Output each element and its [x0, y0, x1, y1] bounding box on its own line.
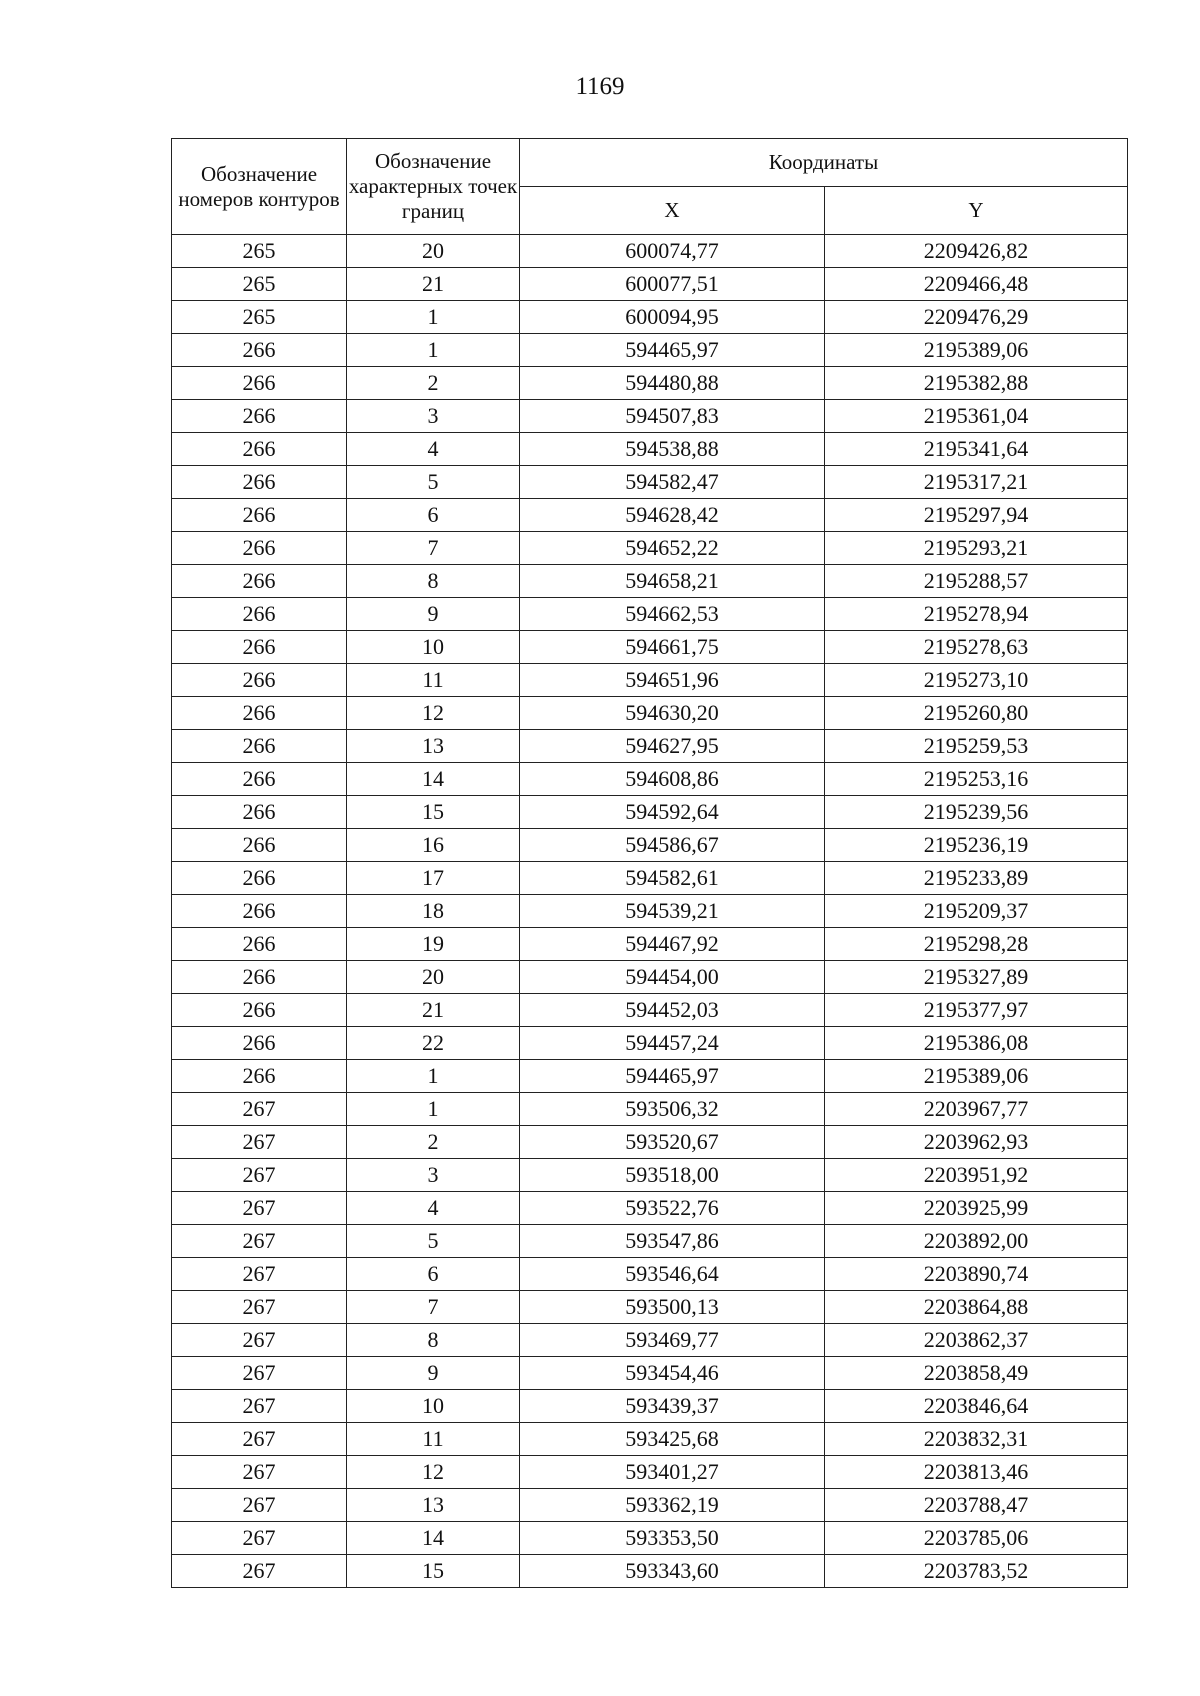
cell-point: 7	[347, 532, 520, 565]
table-row	[172, 1390, 1128, 1423]
cell-point: 15	[347, 796, 520, 829]
cell-contour: 266	[172, 697, 347, 730]
cell-y: 2209426,82	[825, 235, 1128, 268]
cell-x: 594608,86	[520, 763, 825, 796]
cell-contour: 266	[172, 433, 347, 466]
cell-x: 593469,77	[520, 1324, 825, 1357]
table-row	[172, 829, 1128, 862]
table-row	[172, 1489, 1128, 1522]
cell-y: 2195278,94	[825, 598, 1128, 631]
cell-x: 593518,00	[520, 1159, 825, 1192]
cell-contour: 266	[172, 730, 347, 763]
table-row	[172, 895, 1128, 928]
cell-x: 593547,86	[520, 1225, 825, 1258]
cell-x: 594662,53	[520, 598, 825, 631]
header-x: X	[520, 187, 825, 235]
cell-x: 594661,75	[520, 631, 825, 664]
cell-contour: 266	[172, 796, 347, 829]
cell-contour: 266	[172, 466, 347, 499]
cell-point: 1	[347, 334, 520, 367]
cell-point: 22	[347, 1027, 520, 1060]
cell-contour: 266	[172, 928, 347, 961]
cell-x: 594454,00	[520, 961, 825, 994]
cell-contour: 266	[172, 367, 347, 400]
cell-contour: 267	[172, 1225, 347, 1258]
header-contour-numbers: Обозначение номеров контуров	[172, 139, 347, 235]
cell-point: 6	[347, 499, 520, 532]
table-row	[172, 1522, 1128, 1555]
cell-x: 594651,96	[520, 664, 825, 697]
cell-x: 593353,50	[520, 1522, 825, 1555]
cell-y: 2203832,31	[825, 1423, 1128, 1456]
cell-point: 12	[347, 697, 520, 730]
cell-y: 2195293,21	[825, 532, 1128, 565]
cell-x: 593343,60	[520, 1555, 825, 1588]
table-row	[172, 235, 1128, 268]
cell-contour: 265	[172, 301, 347, 334]
cell-x: 594539,21	[520, 895, 825, 928]
table-row	[172, 1192, 1128, 1225]
cell-contour: 267	[172, 1126, 347, 1159]
cell-y: 2195317,21	[825, 466, 1128, 499]
cell-contour: 266	[172, 598, 347, 631]
table-row	[172, 1126, 1128, 1159]
cell-x: 594452,03	[520, 994, 825, 1027]
cell-y: 2195297,94	[825, 499, 1128, 532]
cell-point: 11	[347, 664, 520, 697]
cell-x: 593522,76	[520, 1192, 825, 1225]
cell-y: 2195253,16	[825, 763, 1128, 796]
table-row	[172, 301, 1128, 334]
table-row	[172, 1060, 1128, 1093]
header-coordinates: Координаты	[520, 139, 1128, 187]
page-number: 1169	[575, 73, 625, 100]
cell-y: 2195341,64	[825, 433, 1128, 466]
cell-point: 8	[347, 565, 520, 598]
cell-point: 13	[347, 730, 520, 763]
cell-contour: 267	[172, 1456, 347, 1489]
cell-x: 594467,92	[520, 928, 825, 961]
cell-contour: 267	[172, 1390, 347, 1423]
cell-contour: 266	[172, 763, 347, 796]
cell-point: 19	[347, 928, 520, 961]
cell-x: 594592,64	[520, 796, 825, 829]
cell-point: 15	[347, 1555, 520, 1588]
table-row	[172, 466, 1128, 499]
table-row	[172, 334, 1128, 367]
cell-x: 593500,13	[520, 1291, 825, 1324]
cell-x: 593520,67	[520, 1126, 825, 1159]
cell-point: 21	[347, 994, 520, 1027]
table-row	[172, 268, 1128, 301]
cell-y: 2209476,29	[825, 301, 1128, 334]
cell-point: 5	[347, 466, 520, 499]
cell-x: 594630,20	[520, 697, 825, 730]
cell-point: 18	[347, 895, 520, 928]
cell-x: 594507,83	[520, 400, 825, 433]
table-row	[172, 565, 1128, 598]
cell-y: 2195233,89	[825, 862, 1128, 895]
table-row	[172, 1291, 1128, 1324]
cell-point: 21	[347, 268, 520, 301]
table-row	[172, 1357, 1128, 1390]
cell-x: 593506,32	[520, 1093, 825, 1126]
cell-y: 2203890,74	[825, 1258, 1128, 1291]
cell-x: 600074,77	[520, 235, 825, 268]
cell-contour: 267	[172, 1489, 347, 1522]
cell-y: 2203892,00	[825, 1225, 1128, 1258]
cell-x: 593546,64	[520, 1258, 825, 1291]
table-row	[172, 1225, 1128, 1258]
cell-y: 2203962,93	[825, 1126, 1128, 1159]
cell-x: 594538,88	[520, 433, 825, 466]
table-row	[172, 598, 1128, 631]
table-row	[172, 928, 1128, 961]
cell-x: 594652,22	[520, 532, 825, 565]
table-row	[172, 1555, 1128, 1588]
cell-point: 10	[347, 1390, 520, 1423]
cell-contour: 266	[172, 895, 347, 928]
cell-y: 2195259,53	[825, 730, 1128, 763]
cell-point: 5	[347, 1225, 520, 1258]
cell-contour: 266	[172, 631, 347, 664]
coordinates-table	[171, 138, 1128, 1588]
cell-x: 594582,47	[520, 466, 825, 499]
cell-y: 2203967,77	[825, 1093, 1128, 1126]
cell-point: 2	[347, 367, 520, 400]
cell-contour: 266	[172, 829, 347, 862]
cell-contour: 265	[172, 268, 347, 301]
cell-point: 12	[347, 1456, 520, 1489]
cell-point: 10	[347, 631, 520, 664]
cell-y: 2195361,04	[825, 400, 1128, 433]
cell-point: 4	[347, 1192, 520, 1225]
cell-y: 2195239,56	[825, 796, 1128, 829]
table-row	[172, 499, 1128, 532]
cell-y: 2203858,49	[825, 1357, 1128, 1390]
table-row	[172, 961, 1128, 994]
cell-y: 2195273,10	[825, 664, 1128, 697]
cell-x: 594658,21	[520, 565, 825, 598]
cell-y: 2195260,80	[825, 697, 1128, 730]
cell-contour: 267	[172, 1291, 347, 1324]
cell-point: 11	[347, 1423, 520, 1456]
cell-point: 20	[347, 235, 520, 268]
table-row	[172, 730, 1128, 763]
cell-point: 4	[347, 433, 520, 466]
table-row	[172, 664, 1128, 697]
cell-contour: 266	[172, 334, 347, 367]
table-row	[172, 1423, 1128, 1456]
cell-y: 2203925,99	[825, 1192, 1128, 1225]
cell-y: 2203862,37	[825, 1324, 1128, 1357]
cell-y: 2203788,47	[825, 1489, 1128, 1522]
cell-contour: 267	[172, 1258, 347, 1291]
cell-y: 2195298,28	[825, 928, 1128, 961]
cell-contour: 266	[172, 994, 347, 1027]
cell-contour: 267	[172, 1159, 347, 1192]
cell-y: 2195377,97	[825, 994, 1128, 1027]
cell-y: 2195382,88	[825, 367, 1128, 400]
cell-point: 14	[347, 763, 520, 796]
table-row	[172, 1258, 1128, 1291]
table-header	[172, 139, 1128, 235]
cell-y: 2195288,57	[825, 565, 1128, 598]
table-row	[172, 763, 1128, 796]
cell-y: 2195236,19	[825, 829, 1128, 862]
cell-x: 594465,97	[520, 334, 825, 367]
cell-y: 2203846,64	[825, 1390, 1128, 1423]
table-row	[172, 1324, 1128, 1357]
cell-contour: 267	[172, 1093, 347, 1126]
cell-contour: 266	[172, 961, 347, 994]
cell-contour: 266	[172, 1060, 347, 1093]
cell-contour: 266	[172, 1027, 347, 1060]
table-row	[172, 1456, 1128, 1489]
cell-point: 1	[347, 1060, 520, 1093]
table-row	[172, 994, 1128, 1027]
cell-x: 593425,68	[520, 1423, 825, 1456]
cell-x: 594627,95	[520, 730, 825, 763]
cell-contour: 267	[172, 1423, 347, 1456]
cell-point: 9	[347, 1357, 520, 1390]
table-row	[172, 367, 1128, 400]
table-row	[172, 1093, 1128, 1126]
cell-x: 594457,24	[520, 1027, 825, 1060]
table-row	[172, 532, 1128, 565]
cell-x: 600094,95	[520, 301, 825, 334]
cell-contour: 267	[172, 1192, 347, 1225]
cell-point: 6	[347, 1258, 520, 1291]
cell-point: 1	[347, 301, 520, 334]
cell-y: 2195389,06	[825, 1060, 1128, 1093]
cell-x: 593362,19	[520, 1489, 825, 1522]
cell-x: 594582,61	[520, 862, 825, 895]
cell-y: 2195327,89	[825, 961, 1128, 994]
cell-x: 594480,88	[520, 367, 825, 400]
cell-y: 2203783,52	[825, 1555, 1128, 1588]
cell-point: 9	[347, 598, 520, 631]
cell-x: 594465,97	[520, 1060, 825, 1093]
cell-y: 2195386,08	[825, 1027, 1128, 1060]
table-row	[172, 1159, 1128, 1192]
cell-x: 593439,37	[520, 1390, 825, 1423]
cell-contour: 265	[172, 235, 347, 268]
table-row	[172, 697, 1128, 730]
cell-x: 593454,46	[520, 1357, 825, 1390]
cell-contour: 266	[172, 499, 347, 532]
cell-point: 7	[347, 1291, 520, 1324]
cell-point: 16	[347, 829, 520, 862]
table-row	[172, 400, 1128, 433]
table-row	[172, 631, 1128, 664]
cell-y: 2209466,48	[825, 268, 1128, 301]
cell-contour: 267	[172, 1357, 347, 1390]
table-row	[172, 862, 1128, 895]
cell-contour: 266	[172, 664, 347, 697]
cell-point: 1	[347, 1093, 520, 1126]
cell-contour: 267	[172, 1522, 347, 1555]
cell-point: 3	[347, 1159, 520, 1192]
cell-y: 2203785,06	[825, 1522, 1128, 1555]
cell-point: 3	[347, 400, 520, 433]
cell-contour: 267	[172, 1324, 347, 1357]
cell-y: 2203813,46	[825, 1456, 1128, 1489]
cell-point: 20	[347, 961, 520, 994]
cell-point: 17	[347, 862, 520, 895]
cell-y: 2195278,63	[825, 631, 1128, 664]
cell-point: 13	[347, 1489, 520, 1522]
cell-contour: 267	[172, 1555, 347, 1588]
cell-x: 593401,27	[520, 1456, 825, 1489]
cell-y: 2203864,88	[825, 1291, 1128, 1324]
table-row	[172, 433, 1128, 466]
cell-y: 2203951,92	[825, 1159, 1128, 1192]
cell-x: 594586,67	[520, 829, 825, 862]
cell-y: 2195209,37	[825, 895, 1128, 928]
cell-contour: 266	[172, 532, 347, 565]
cell-contour: 266	[172, 862, 347, 895]
cell-contour: 266	[172, 400, 347, 433]
header-boundary-points: Обозначение характерных точек границ	[347, 139, 520, 235]
header-y: Y	[825, 187, 1128, 235]
cell-x: 594628,42	[520, 499, 825, 532]
cell-point: 8	[347, 1324, 520, 1357]
table-body	[172, 235, 1128, 1588]
cell-y: 2195389,06	[825, 334, 1128, 367]
cell-x: 600077,51	[520, 268, 825, 301]
table-row	[172, 796, 1128, 829]
cell-point: 14	[347, 1522, 520, 1555]
cell-point: 2	[347, 1126, 520, 1159]
cell-contour: 266	[172, 565, 347, 598]
table-row	[172, 1027, 1128, 1060]
